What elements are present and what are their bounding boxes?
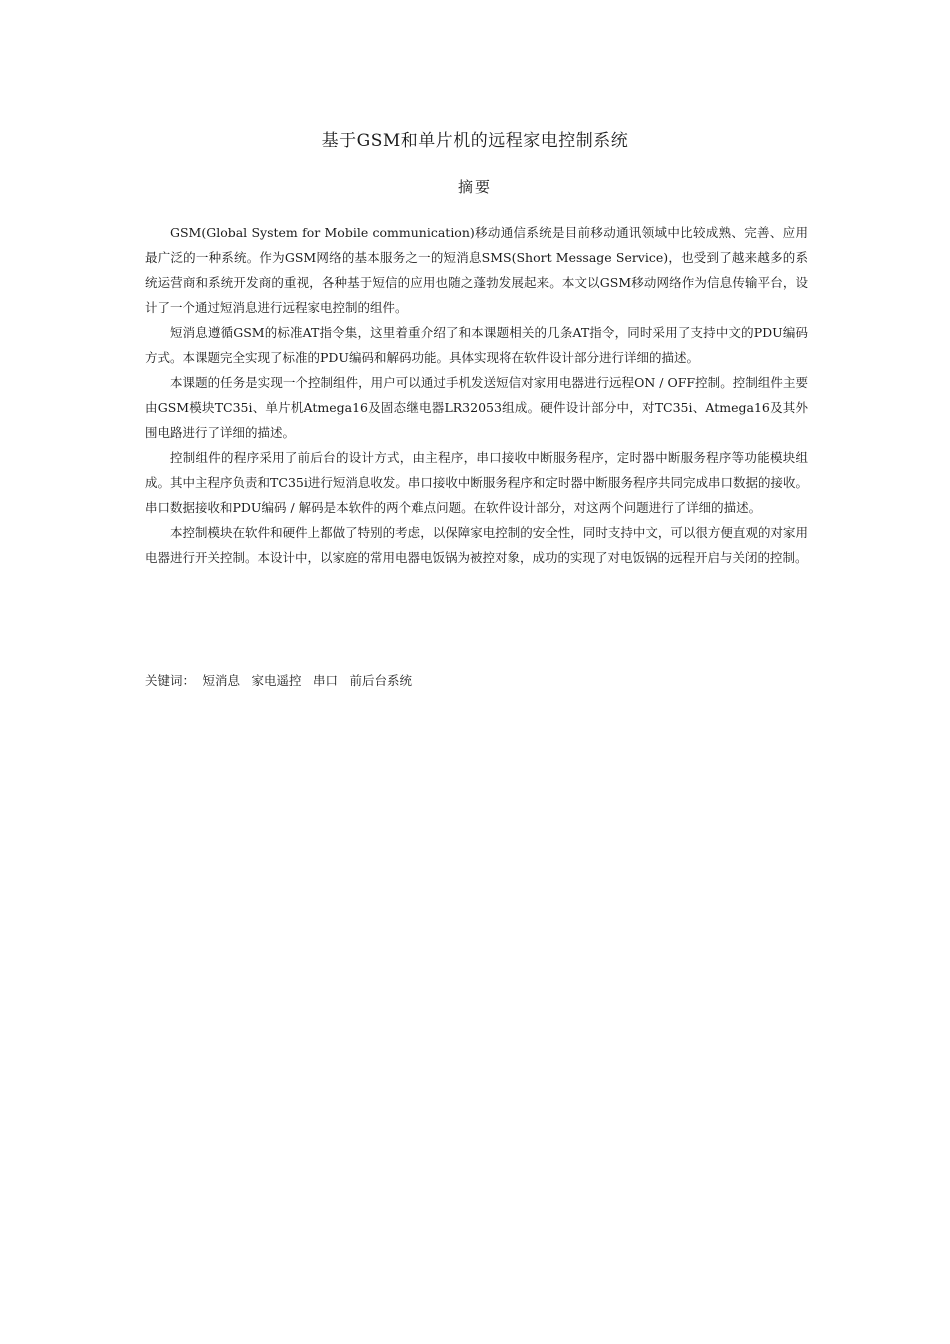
page-title: 基于GSM和单片机的远程家电控制系统 [321, 131, 629, 151]
keyword: 串口 [313, 673, 339, 688]
keyword: 家电遥控 [251, 673, 302, 688]
abstract-heading: 摘要 [457, 178, 492, 196]
keyword: 短消息 [202, 673, 241, 688]
abstract-paragraph: GSM(Global System for Mobile communication)移动通信系统是目前移动通讯领域中比较成熟、完善、应用最广泛的一种系统。作为GSM网络的基本服务之一的短消息SMS(Short Message Service)，也受到了越来越多的系统运营商和系统开发商的重视，各种基于短信的应用也随之蓬勃发展起来。本文以GSM移动网络作为信息传输平台，设计了一个通过短消息进行远程家电控制的组件。 [145, 225, 808, 315]
abstract-paragraph: 短消息遵循GSM的标准AT指令集，这里着重介绍了和本课题相关的几条AT指令，同时采用了支持中文的PDU编码方式。本课题完全实现了标准的PDU编码和解码功能。具体实现将在软件设计部分进行详细的描述。 [145, 325, 808, 365]
abstract-paragraph: 本控制模块在软件和硬件上都做了特别的考虑，以保障家电控制的安全性，同时支持中文，可以很方便直观的对家用电器进行开关控制。本设计中，以家庭的常用电器电饭锅为被控对象，成功的实现了对电饭锅的远程开启与关闭的控制。 [145, 525, 808, 565]
keyword: 前后台系统 [349, 673, 413, 688]
keywords-label: 关键词： [145, 673, 196, 688]
abstract-paragraph: 本课题的任务是实现一个控制组件，用户可以通过手机发送短信对家用电器进行远程ON / OFF控制。控制组件主要由GSM模块TC35i、单片机Atmega16及固态继电器LR32053组成。硬件设计部分中，对TC35i、Atmega16及其外围电路进行了详细的描述。 [145, 375, 808, 440]
keywords-line [145, 668, 808, 693]
abstract-paragraph: 控制组件的程序采用了前后台的设计方式，由主程序，串口接收中断服务程序，定时器中断服务程序等功能模块组成。其中主程序负责和TC35i进行短消息收发。串口接收中断服务程序和定时器中断服务程序共同完成串口数据的接收。串口数据接收和PDU编码 / 解码是本软件的两个难点问题。在软件设计部分，对这两个问题进行了详细的描述。 [145, 450, 808, 515]
abstract-body [145, 220, 808, 570]
